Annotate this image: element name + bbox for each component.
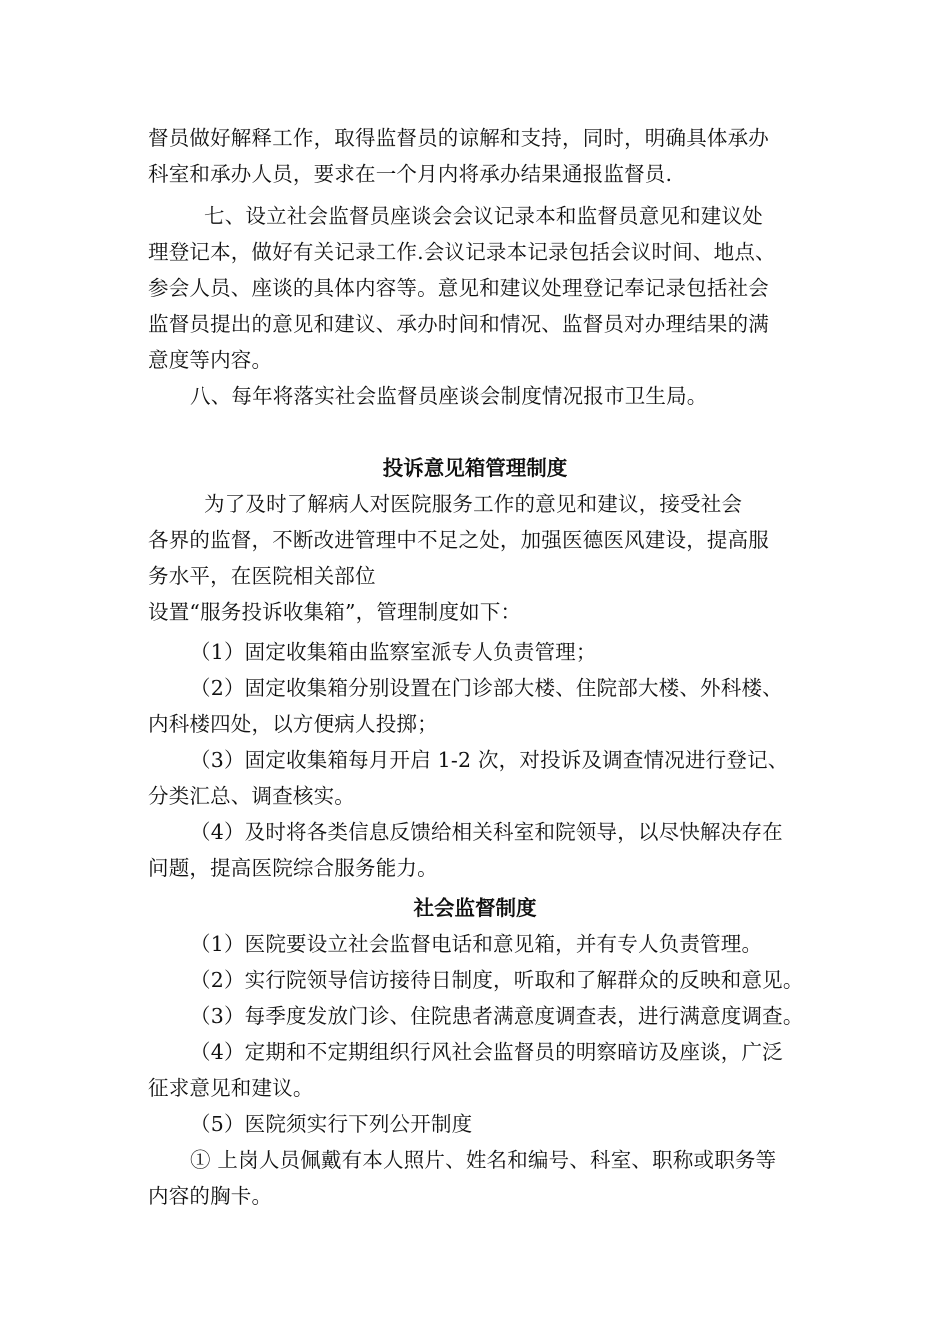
list-item-continuation: 内科楼四处，以方便病人投掷； — [148, 712, 438, 736]
paragraph-line: 意度等内容。 — [148, 348, 273, 372]
section-heading: 投诉意见箱管理制度 — [382, 456, 568, 480]
paragraph-line: 理登记本，做好有关记录工作.会议记录本记录包括会议时间、地点、 — [148, 240, 776, 264]
list-item-continuation: 分类汇总、调查核实。 — [148, 784, 355, 808]
list-item-continuation: 征求意见和建议。 — [148, 1076, 314, 1100]
paragraph-line: 参会人员、座谈的具体内容等。意见和建议处理登记奉记录包括社会 — [148, 276, 769, 300]
section-heading: 社会监督制度 — [413, 896, 537, 920]
paragraph-line: 科室和承办人员，要求在一个月内将承办结果通报监督员. — [148, 162, 673, 186]
list-item-continuation: 问题，提高医院综合服务能力。 — [148, 856, 438, 880]
list-item: （3）每季度发放门诊、住院患者满意度调查表，进行满意度调查。 — [190, 1004, 804, 1028]
paragraph-line: 设置“服务投诉收集箱”，管理制度如下： — [148, 600, 522, 624]
list-item: （4）及时将各类信息反馈给相关科室和院领导，以尽快解决存在 — [190, 820, 783, 844]
paragraph-line: 督员做好解释工作，取得监督员的谅解和支持，同时，明确具体承办 — [148, 126, 769, 150]
paragraph-line: 八、每年将落实社会监督员座谈会制度情况报市卫生局。 — [190, 384, 708, 408]
list-item: （2）固定收集箱分别设置在门诊部大楼、住院部大楼、外科楼、 — [190, 676, 783, 700]
paragraph-line: 各界的监督，不断改进管理中不足之处，加强医德医风建设，提高服 — [148, 528, 769, 552]
paragraph-line: 务水平，在医院相关部位 — [148, 564, 376, 588]
paragraph-line: 为了及时了解病人对医院服务工作的意见和建议，接受社会 — [204, 492, 743, 516]
list-item: （5）医院须实行下列公开制度 — [190, 1112, 473, 1136]
list-item: （1）医院要设立社会监督电话和意见箱，并有专人负责管理。 — [190, 932, 763, 956]
list-item: （3）固定收集箱每月开启 1-2 次，对投诉及调查情况进行登记、 — [190, 748, 789, 772]
list-item: （2）实行院领导信访接待日制度，听取和了解群众的反映和意见。 — [190, 968, 804, 992]
list-item: ① 上岗人员佩戴有本人照片、姓名和编号、科室、职称或职务等 — [190, 1148, 777, 1172]
list-item: （1）固定收集箱由监察室派专人负责管理； — [190, 640, 597, 664]
list-item: （4）定期和不定期组织行风社会监督员的明察暗访及座谈，广泛 — [190, 1040, 783, 1064]
paragraph-line: 监督员提出的意见和建议、承办时间和情况、监督员对办理结果的满 — [148, 312, 769, 336]
paragraph-line: 七、设立社会监督员座谈会会议记录本和监督员意见和建议处 — [204, 204, 763, 228]
list-item-continuation: 内容的胸卡。 — [148, 1184, 273, 1208]
